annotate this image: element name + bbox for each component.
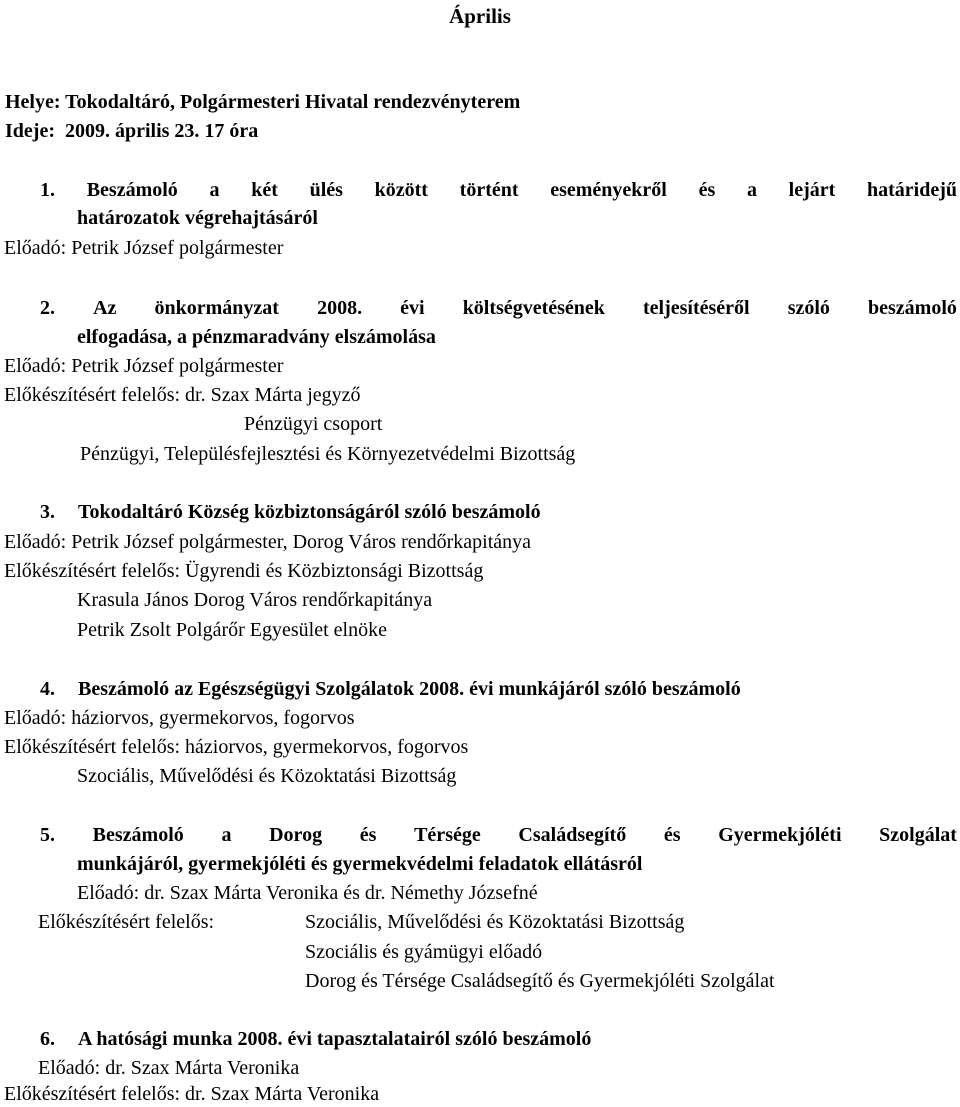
agenda-item-5-preparer-2: Szociális és gyámügyi előadó xyxy=(305,941,543,963)
agenda-item-5-number: 5. xyxy=(40,824,55,846)
agenda-item-6-preparer: Előkészítésért felelős: dr. Szax Márta Veronika xyxy=(4,1083,380,1105)
agenda-item-3-preparer: Előkészítésért felelős: Ügyrendi és Közbiztonsági Bizottság xyxy=(4,560,484,582)
agenda-item-4-number: 4. xyxy=(40,678,55,700)
agenda-item-6-title: A hatósági munka 2008. évi tapasztalatairól szóló beszámoló xyxy=(78,1028,592,1050)
agenda-item-5-title-line2: munkájáról, gyermekjóléti és gyermekvédelmi feladatok ellátásról xyxy=(77,853,643,875)
agenda-item-2-title-line1: 2. Az önkormányzat 2008. évi költségvetésének teljesítéséről szóló beszámoló xyxy=(40,297,957,319)
agenda-item-4-title: Beszámoló az Egészségügyi Szolgálatok 2008. évi munkájáról szóló beszámoló xyxy=(78,678,741,700)
agenda-item-4-preparer: Előkészítésért felelős: háziorvos, gyermekorvos, fogorvos xyxy=(4,736,469,758)
agenda-item-4-presenter: Előadó: háziorvos, gyermekorvos, fogorvos xyxy=(4,707,355,729)
agenda-item-6-title-line xyxy=(40,1026,591,1052)
agenda-item-3-title-line xyxy=(40,499,541,525)
agenda-item-3-preparer-extra-1: Krasula János Dorog Város rendőrkapitánya xyxy=(77,589,433,611)
agenda-item-1-title-line1: 1. Beszámoló a két ülés között történt eseményekről és a lejárt határidejű xyxy=(40,179,957,201)
agenda-item-2-title-line2: elfogadása, a pénzmaradvány elszámolása xyxy=(77,326,436,348)
date-line: Ideje: 2009. április 23. 17 óra xyxy=(5,120,259,142)
agenda-item-1-presenter: Előadó: Petrik József polgármester xyxy=(4,237,284,259)
agenda-item-4-preparer-extra-1: Szociális, Művelődési és Közoktatási Bizottság xyxy=(77,765,457,787)
agenda-item-5-preparer-label: Előkészítésért felelős: xyxy=(38,911,215,933)
agenda-item-5-title-line1: 5. Beszámoló a Dorog és Térsége Családsegítő és Gyermekjóléti Szolgálat xyxy=(40,824,957,846)
page-title: Április xyxy=(449,4,511,28)
agenda-item-3-number: 3. xyxy=(40,501,55,523)
agenda-item-2-preparer-extra-2: Pénzügyi, Településfejlesztési és Környezetvédelmi Bizottság xyxy=(80,443,576,465)
location-line: Helye: Tokodaltáró, Polgármesteri Hivatal rendezvényterem xyxy=(5,91,521,113)
agenda-item-6-number: 6. xyxy=(40,1028,55,1050)
agenda-item-2-preparer-extra-1: Pénzügyi csoport xyxy=(244,413,383,435)
agenda-item-5-preparer-3: Dorog és Térsége Családsegítő és Gyermekjóléti Szolgálat xyxy=(305,970,775,992)
agenda-item-2-preparer: Előkészítésért felelős: dr. Szax Márta jegyző xyxy=(4,384,361,406)
agenda-item-5-presenter: Előadó: dr. Szax Márta Veronika és dr. Némethy Józsefné xyxy=(77,882,538,904)
agenda-item-4-title-line xyxy=(40,676,741,702)
agenda-item-1-title-line2: határozatok végrehajtásáról xyxy=(77,207,318,229)
agenda-item-2-presenter: Előadó: Petrik József polgármester xyxy=(4,355,284,377)
agenda-item-3-title: Tokodaltáró Község közbiztonságáról szóló beszámoló xyxy=(78,501,541,523)
agenda-item-3-presenter: Előadó: Petrik József polgármester, Dorog Város rendőrkapitánya xyxy=(4,531,532,553)
agenda-item-1-number: 1. xyxy=(40,179,55,201)
agenda-item-5-preparer-1: Szociális, Művelődési és Közoktatási Bizottság xyxy=(305,911,685,933)
agenda-item-6-presenter: Előadó: dr. Szax Márta Veronika xyxy=(38,1057,300,1079)
agenda-item-3-preparer-extra-2: Petrik Zsolt Polgárőr Egyesület elnöke xyxy=(77,619,387,641)
agenda-item-2-number: 2. xyxy=(40,297,55,319)
